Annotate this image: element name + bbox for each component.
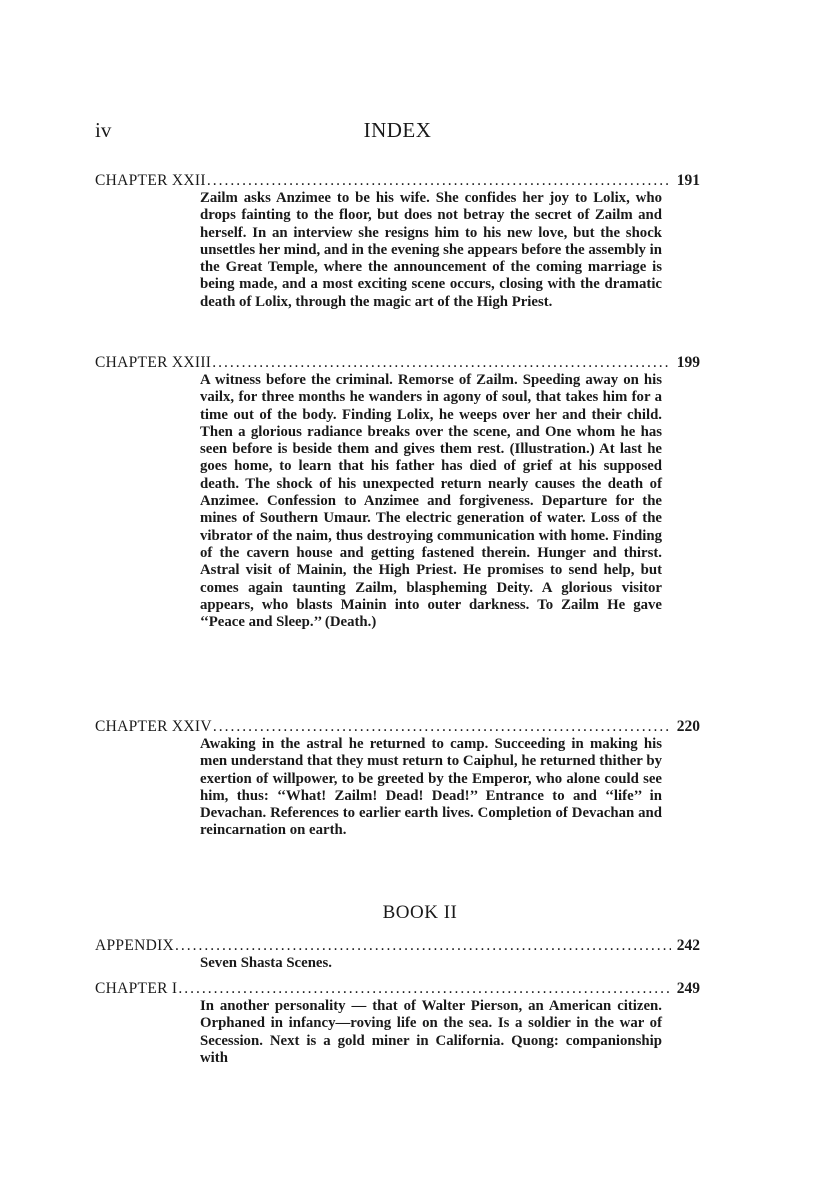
entry-summary: In another personality — that of Walter Pierson, an American citizen. Orphaned in infancy—roving life on the sea. Is a soldier in the war of Secession. Next is a gold miner in California. Quong: companionship with <box>200 998 662 1066</box>
entry-heading <box>95 354 700 372</box>
entry-page-number: 220 <box>676 718 700 735</box>
entry-summary: A witness before the criminal. Remorse of Zailm. Speeding away on his vailx, for three months he wanders in agony of soul, that takes him for a time out of the body. Finding Lolix, he weeps over her and their child. Then a glorious radiance breaks over the scene, and One whom he has seen before is beside them and gives them rest. (Illustration.) At last he goes home, to learn that his father has died of grief at his supposed death. The shock of his unexpected return nearly causes the death of Anzimee. Confession to Anzimee and forgiveness. Departure for the mines of Southern Umaur. The electric generation of water. Loss of the vibrator of the naim, thus destroying communication with home. Finding of the cavern house and getting fastened therein. Hunger and thirst. Astral visit of Mainin, the High Priest. He promises to send help, but comes again taunting Zailm, blaspheming Deity. A glorious visitor appears, who blasts Mainin into outer darkness. To Zailm He gave ‘‘Peace and Sleep.’’ (Death.) <box>200 372 662 631</box>
entry-label: APPENDIX <box>95 937 175 954</box>
index-entry-chapter-xxiii <box>95 354 700 631</box>
entry-page-number: 242 <box>676 937 700 954</box>
book-heading: BOOK II <box>382 902 458 923</box>
index-entry-chapter-i <box>95 980 700 1067</box>
entry-page-number: 191 <box>676 172 700 189</box>
dot-leader <box>178 980 671 998</box>
dot-leader <box>207 172 671 190</box>
index-entry-chapter-xxii <box>95 172 700 311</box>
page-title: INDEX <box>363 118 432 142</box>
entry-summary: Zailm asks Anzimee to be his wife. She confides her joy to Lolix, who drops fainting to the floor, but does not betray the secret of Zailm and herself. In an interview she resigns him to his new love, but the shock unsettles her mind, and in the evening she appears before the assembly in the Great Temple, where the announcement of the coming marriage is being made, and a most exciting scene occurs, closing with the dramatic death of Lolix, through the magic art of the High Priest. <box>200 190 662 310</box>
entry-heading <box>95 172 700 190</box>
entry-heading <box>95 718 700 736</box>
entry-summary: Seven Shasta Scenes. <box>200 955 332 971</box>
running-head <box>95 118 700 148</box>
entry-label: CHAPTER XXIV <box>95 718 212 735</box>
entry-summary: Awaking in the astral he returned to camp. Succeeding in making his men understand that they must return to Caiphul, he returned thither by exertion of willpower, to be greeted by the Emperor, who alone could see him, thus: ‘‘What! Zailm! Dead! Dead!’’ Entrance to and ‘‘life’’ in Devachan. References to earlier earth lives. Completion of Devachan and reincarnation on earth. <box>200 736 662 839</box>
dot-leader <box>175 937 671 955</box>
entry-heading <box>95 980 700 998</box>
page-number: iv <box>95 118 112 142</box>
entry-label: CHAPTER XXII <box>95 172 206 189</box>
dot-leader <box>213 718 671 736</box>
index-entry-appendix <box>95 937 700 972</box>
dot-leader <box>212 354 671 372</box>
entry-heading <box>95 937 700 955</box>
entry-label: CHAPTER XXIII <box>95 354 212 371</box>
index-entry-chapter-xxiv <box>95 718 700 840</box>
entry-page-number: 199 <box>676 354 700 371</box>
entry-label: CHAPTER I <box>95 980 178 997</box>
entry-page-number: 249 <box>676 980 700 997</box>
